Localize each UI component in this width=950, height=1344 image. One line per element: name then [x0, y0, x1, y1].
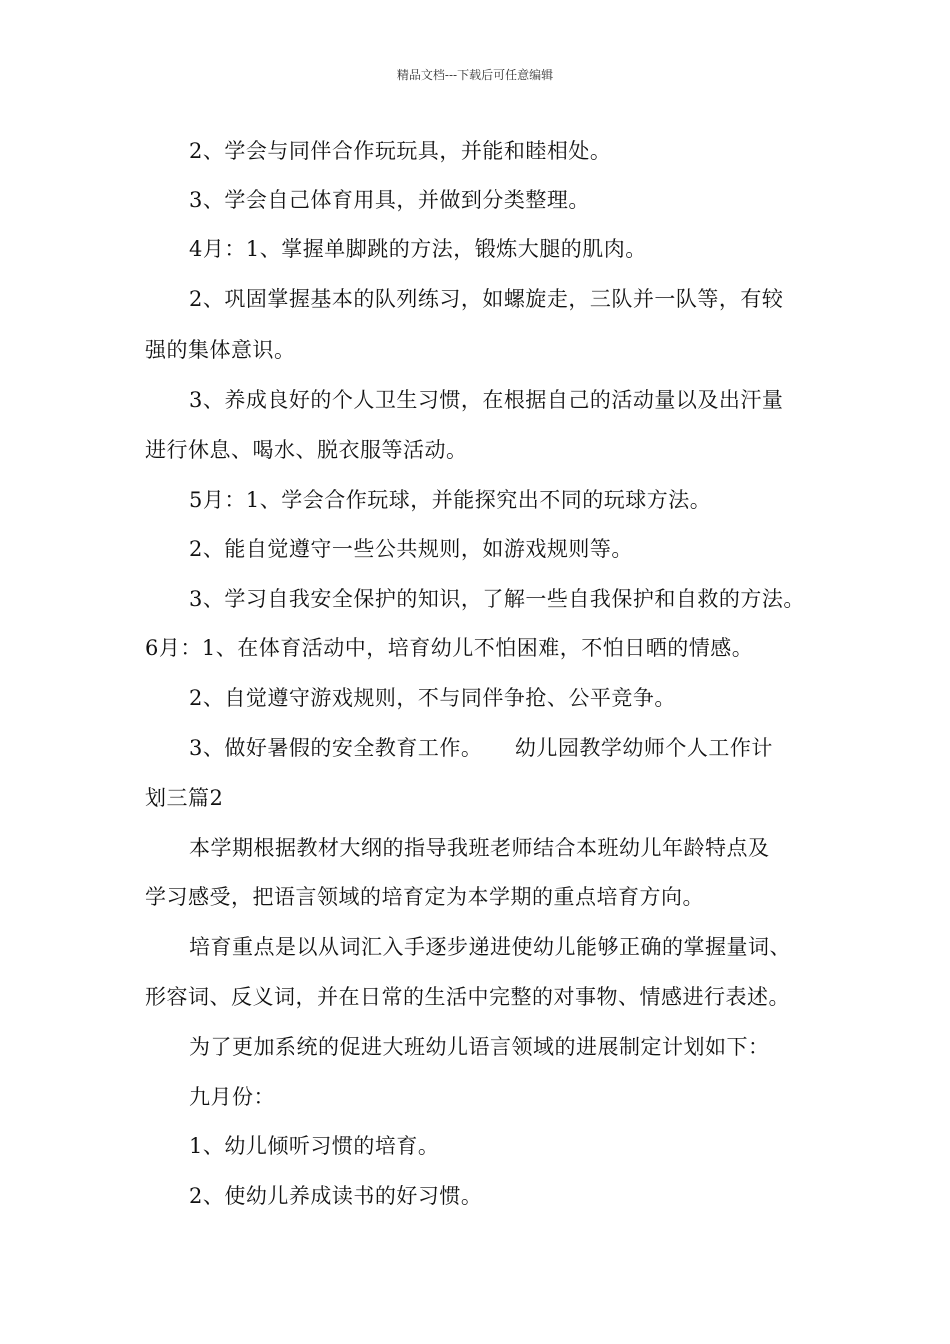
- body-line: 形容词、反义词，并在日常的生活中完整的对事物、情感进行表述。: [145, 985, 790, 1009]
- body-line: 培育重点是以从词汇入手逐步递进使幼儿能够正确的掌握量词、: [189, 935, 791, 959]
- page-header: 精品文档---下载后可任意编辑: [396, 68, 554, 82]
- body-line: 1、幼儿倾听习惯的培育。: [189, 1134, 440, 1158]
- body-line: 3、养成良好的个人卫生习惯，在根据自己的活动量以及出汗量: [189, 388, 784, 412]
- body-line: 划三篇2: [145, 786, 224, 810]
- body-line: 本学期根据教材大纲的指导我班老师结合本班幼儿年龄特点及: [189, 836, 770, 860]
- body-line: 为了更加系统的促进大班幼儿语言领域的进展制定计划如下：: [189, 1035, 770, 1059]
- body-line: 2、使幼儿养成读书的好习惯。: [189, 1184, 483, 1208]
- body-line: 强的集体意识。: [145, 338, 296, 362]
- body-line: 2、学会与同伴合作玩玩具，并能和睦相处。: [189, 139, 612, 163]
- body-line: 5月：1、学会合作玩球，并能探究出不同的玩球方法。: [189, 488, 712, 512]
- body-line: 3、学习自我安全保护的知识，了解一些自我保护和自救的方法。: [189, 587, 805, 611]
- body-line: 2、能自觉遵守一些公共规则，如游戏规则等。: [189, 537, 633, 561]
- body-line: 2、自觉遵守游戏规则，不与同伴争抢、公平竞争。: [189, 686, 676, 710]
- body-line: 2、巩固掌握基本的队列练习，如螺旋走，三队并一队等，有较: [189, 287, 784, 311]
- body-line: 九月份：: [189, 1085, 275, 1109]
- body-line: 3、做好暑假的安全教育工作。 幼儿园教学幼师个人工作计: [189, 736, 773, 760]
- body-line: 学习感受，把语言领域的培育定为本学期的重点培育方向。: [145, 885, 704, 909]
- body-line: 3、学会自己体育用具，并做到分类整理。: [189, 188, 590, 212]
- body-line: 进行休息、喝水、脱衣服等活动。: [145, 438, 468, 462]
- body-line: 6月：1、在体育活动中，培育幼儿不怕困难，不怕日晒的情感。: [145, 636, 754, 660]
- body-line: 4月：1、掌握单脚跳的方法，锻炼大腿的肌肉。: [189, 237, 647, 261]
